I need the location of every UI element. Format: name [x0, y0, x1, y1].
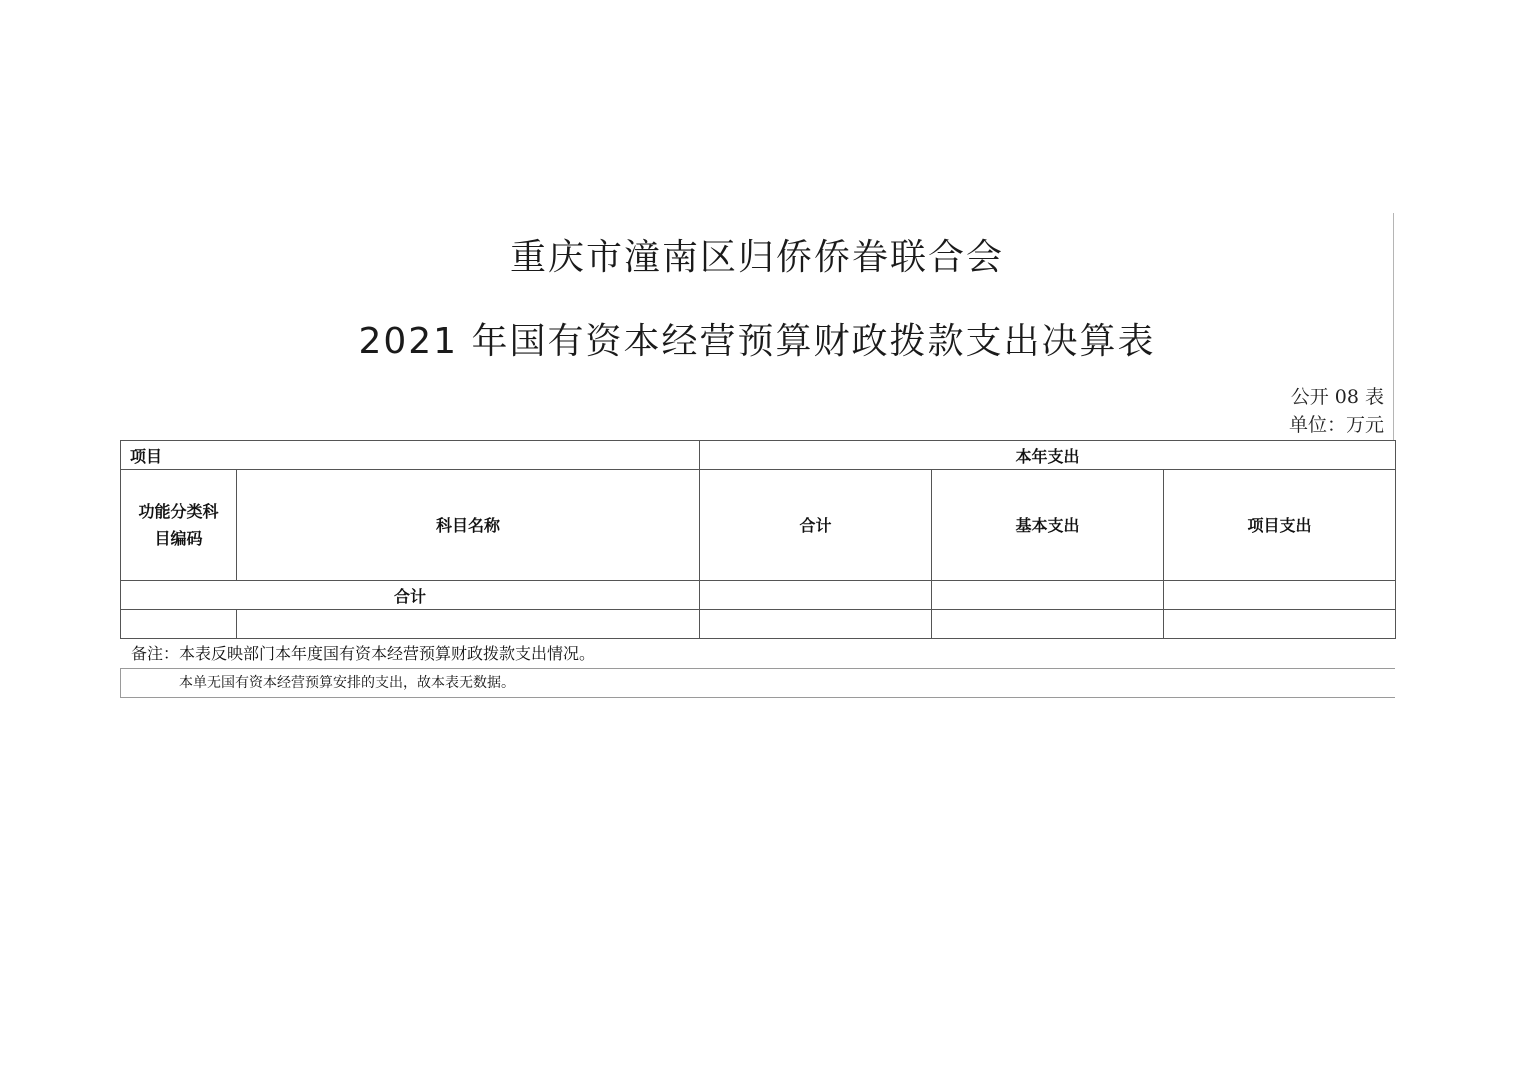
unit-label: 单位：万元 [1288, 414, 1384, 436]
header-function-code [121, 470, 237, 581]
row-total [700, 610, 932, 639]
note-no-data: 本单无国有资本经营预算安排的支出，故本表无数据。 [179, 675, 515, 691]
expenditure-table [120, 440, 1396, 639]
header-row-1 [121, 441, 1396, 470]
header-basic-expenditure: 基本支出 [932, 470, 1164, 581]
total-row-project [1164, 581, 1396, 610]
header-current-year: 本年支出 [700, 441, 1396, 470]
row-name [237, 610, 700, 639]
header-subject-name: 科目名称 [237, 470, 700, 581]
header-project-expenditure: 项目支出 [1164, 470, 1396, 581]
note-remark: 备注：本表反映部门本年度国有资本经营预算财政拨款支出情况。 [131, 644, 596, 663]
note-box [120, 668, 1395, 698]
row-code [121, 610, 237, 639]
table-number: 公开 08 表 [1290, 386, 1384, 408]
row-project [1164, 610, 1396, 639]
header-row-2 [121, 470, 1396, 581]
table-row [121, 610, 1396, 639]
header-function-code-line1: 功能分类科 [138, 502, 219, 521]
header-function-code-line2: 目编码 [154, 529, 203, 548]
total-row-basic [932, 581, 1164, 610]
header-project: 项目 [121, 441, 700, 470]
total-row-label: 合计 [121, 581, 700, 610]
row-basic [932, 610, 1164, 639]
org-title: 重庆市潼南区归侨侨眷联合会 [509, 237, 1004, 278]
total-row-total [700, 581, 932, 610]
header-total: 合计 [700, 470, 932, 581]
total-row [121, 581, 1396, 610]
report-title: 2021 年国有资本经营预算财政拨款支出决算表 [358, 321, 1156, 362]
